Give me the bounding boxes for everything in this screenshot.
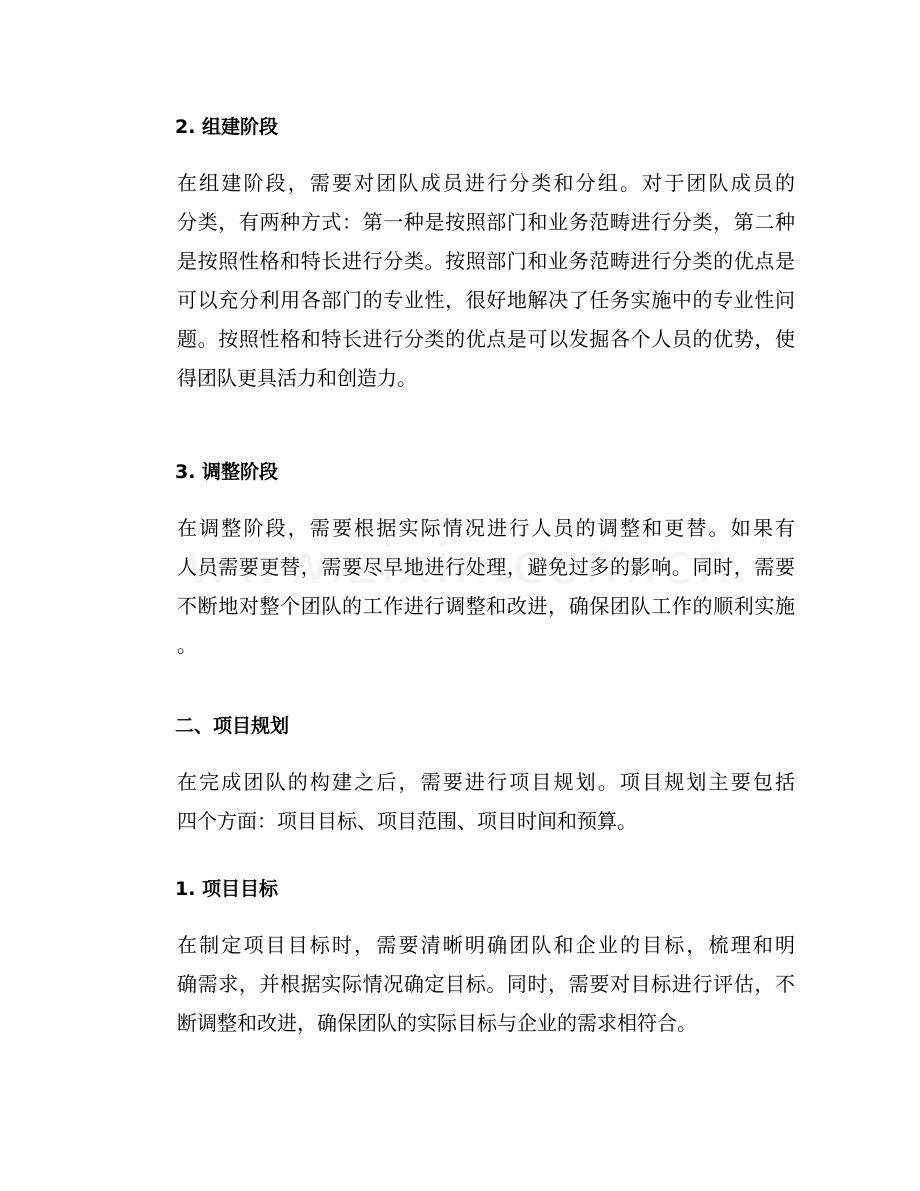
section-heading-adjustment: 3. 调整阶段 [175,461,279,483]
text-line: 在调整阶段，需要根据实际情况进行人员的调整和更替。如果有 [177,516,795,540]
text-line: 在组建阶段，需要对团队成员进行分类和分组。对于团队成员的 [177,171,795,195]
paragraph-formation [135,164,795,398]
section-heading-formation: 2. 组建阶段 [175,116,279,138]
text-line: 是按照性格和特长进行分类。按照部门和业务范畴进行分类的优点是 [177,249,795,273]
section-heading-project-goals: 1. 项目目标 [175,878,279,900]
text-line: 得团队更具活力和创造力。 [177,366,417,390]
text-line: 题。按照性格和特长进行分类的优点是可以发掘各个人员的优势，使 [177,327,795,351]
text-line: 确需求，并根据实际情况确定目标。同时，需要对目标进行评估，不 [177,972,795,996]
section-heading-project-planning: 二、项目规划 [175,715,290,737]
paragraph-project-goals [135,926,795,1043]
text-line: 人员需要更替，需要尽早地进行处理，避免过多的影响。同时，需要 [177,555,795,579]
text-line: 。 [177,633,197,657]
paragraph-adjustment [135,509,795,665]
text-line: 在完成团队的构建之后，需要进行项目规划。项目规划主要包括 [177,770,795,794]
text-line: 分类，有两种方式：第一种是按照部门和业务范畴进行分类，第二种 [177,210,795,234]
text-line: 在制定项目目标时，需要清晰明确团队和企业的目标，梳理和明 [177,933,795,957]
text-line: 可以充分利用各部门的专业性，很好地解决了任务实施中的专业性问 [177,288,795,312]
text-line: 断调整和改进，确保团队的实际目标与企业的需求相符合。 [177,1011,697,1035]
text-line: 不断地对整个团队的工作进行调整和改进，确保团队工作的顺利实施 [177,594,795,618]
text-line: 四个方面：项目目标、项目范围、项目时间和预算。 [177,809,637,833]
paragraph-project-planning [135,763,795,841]
